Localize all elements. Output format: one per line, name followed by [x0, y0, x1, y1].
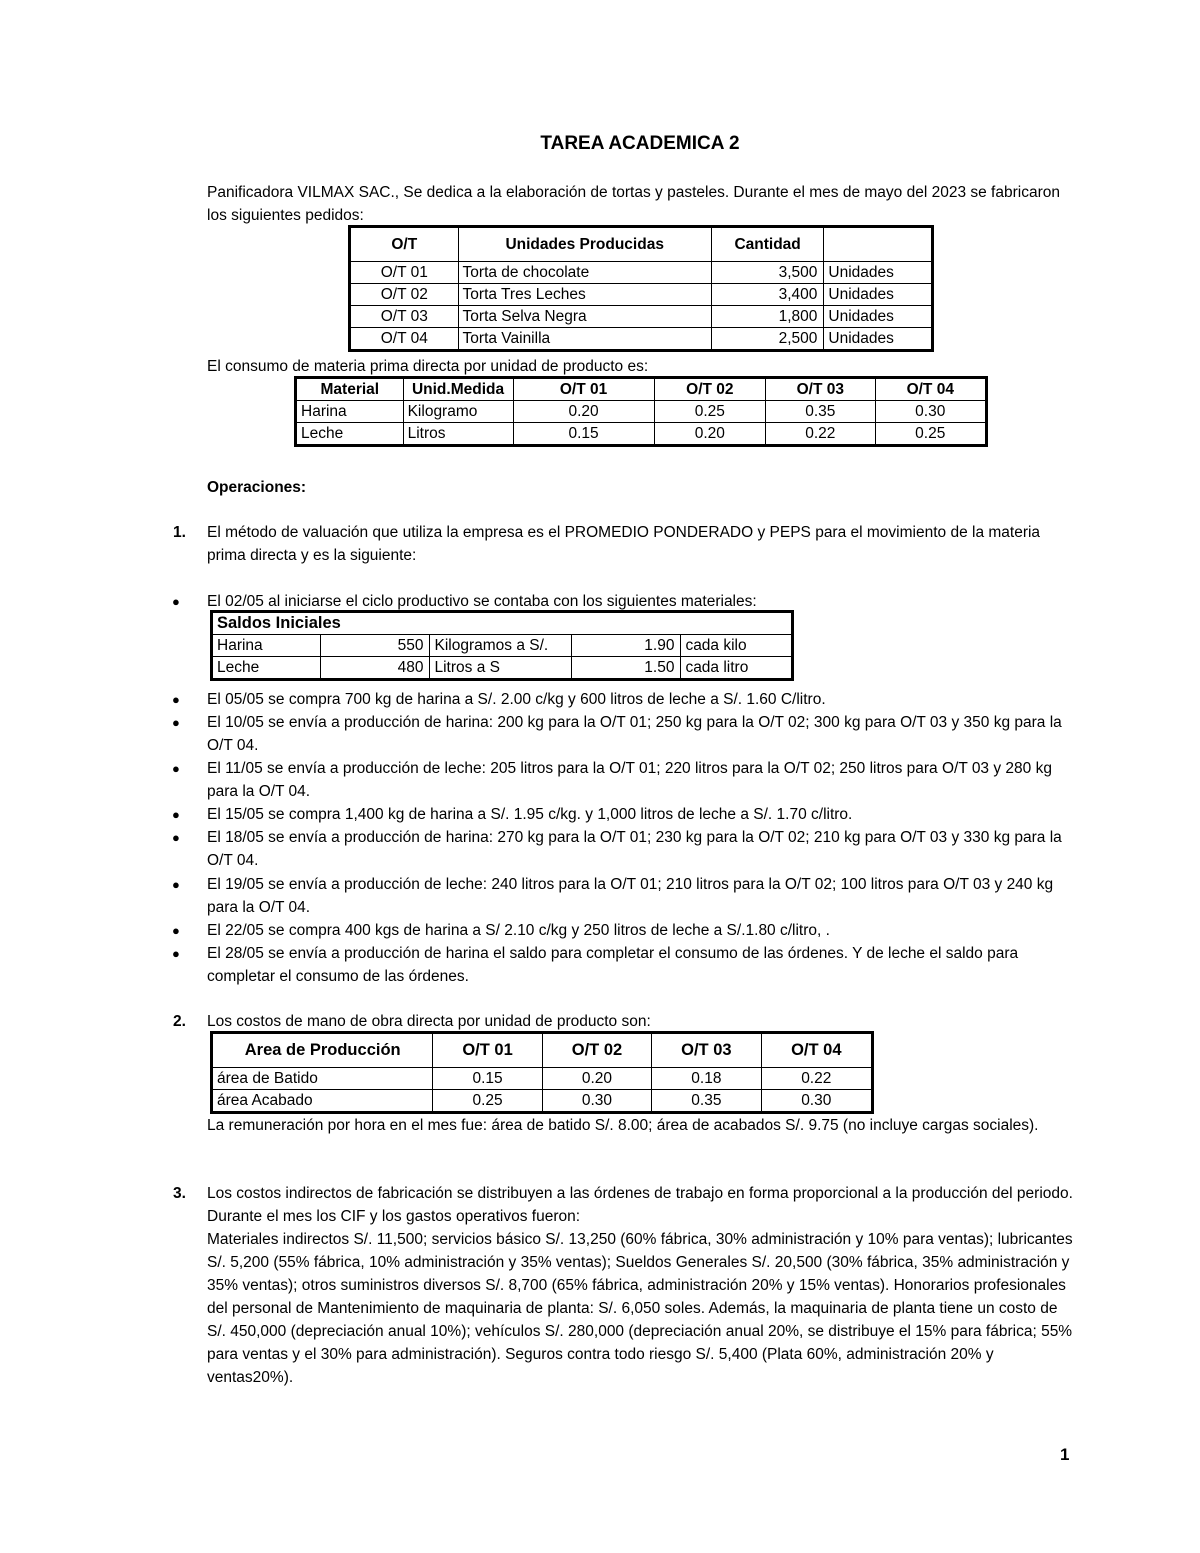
consumo-cell: Litros [403, 423, 513, 446]
table-row [350, 328, 933, 351]
saldos-cell: cada kilo [681, 635, 793, 657]
orders-cell: Unidades [824, 262, 933, 284]
bullet-item: El 22/05 se compra 400 kgs de harina a S/ 2.10 c/kg y 250 litros de leche a S/.1.80 c/litro, . [207, 922, 830, 939]
table-row [212, 1068, 873, 1090]
saldos-cell: cada litro [681, 657, 793, 680]
mano-header-area: Area de Producción [212, 1033, 433, 1068]
consumo-header-ot04: O/T 04 [875, 378, 986, 401]
orders-cell: 3,400 [711, 284, 824, 306]
consumo-cell: 0.20 [654, 423, 765, 446]
orders-header-cantidad: Cantidad [711, 227, 824, 262]
orders-header-ot: O/T [350, 227, 459, 262]
mano-header-ot04: O/T 04 [761, 1033, 872, 1068]
operaciones-heading: Operaciones: [207, 479, 307, 496]
saldos-title: Saldos Iniciales [212, 612, 793, 635]
orders-header-unidades: Unidades Producidas [458, 227, 711, 262]
consumo-cell: Leche [296, 423, 404, 446]
orders-cell: 2,500 [711, 328, 824, 351]
saldos-cell: Kilogramos a S/. [430, 635, 572, 657]
mano-cell: 0.20 [542, 1068, 651, 1090]
bullet-icon: ● [172, 761, 180, 776]
bullet-item: El 18/05 se envía a producción de harina: 270 kg para la O/T 01; 230 kg para la O/T 02; 210 kg para O/T 03 y 330 kg para la O/T 04. [207, 829, 1062, 869]
orders-cell: Torta Vainilla [458, 328, 711, 351]
saldos-cell: 550 [321, 635, 430, 657]
consumo-header-row [296, 378, 987, 401]
remuneracion-text: La remuneración por hora en el mes fue: área de batido S/. 8.00; área de acabados S/. 9.75 (no incluye cargas sociales). [207, 1117, 1039, 1134]
consumo-header-unidad: Unid.Medida [403, 378, 513, 401]
consumo-cell: 0.35 [766, 401, 875, 423]
saldos-title-row [212, 612, 793, 635]
orders-cell: Torta Selva Negra [458, 306, 711, 328]
item-2-number: 2. [173, 1013, 186, 1030]
orders-cell: 1,800 [711, 306, 824, 328]
consumo-cell: 0.25 [875, 423, 986, 446]
saldos-table [210, 610, 794, 681]
saldos-cell: Litros a S [430, 657, 572, 680]
orders-cell: Torta Tres Leches [458, 284, 711, 306]
consumo-header-ot02: O/T 02 [654, 378, 765, 401]
bullet-item: El 11/05 se envía a producción de leche: 205 litros para la O/T 01; 220 litros para la O/T 02; 250 litros para O/T 03 y 280 kg para la O/T 04. [207, 760, 1052, 800]
bullet-item: El 28/05 se envía a producción de harina el saldo para completar el consumo de las órdenes. Y de leche el saldo para completar el consumo de las órdenes. [207, 945, 1019, 985]
table-row [296, 401, 987, 423]
orders-cell: Unidades [824, 306, 933, 328]
orders-cell: O/T 04 [350, 328, 459, 351]
saldos-cell: 480 [321, 657, 430, 680]
bullet-icon: ● [172, 877, 180, 892]
table-row [296, 423, 987, 446]
orders-cell: O/T 03 [350, 306, 459, 328]
bullet-icon: ● [172, 692, 180, 707]
saldos-cell: Leche [212, 657, 321, 680]
table-row [350, 306, 933, 328]
mano-header-row [212, 1033, 873, 1068]
table-row [350, 284, 933, 306]
orders-cell: Torta de chocolate [458, 262, 711, 284]
consumo-header-material: Material [296, 378, 404, 401]
bullet-icon: ● [172, 923, 180, 938]
bullet-icon: ● [172, 807, 180, 822]
orders-cell: O/T 01 [350, 262, 459, 284]
mano-cell: área de Batido [212, 1068, 433, 1090]
consumo-cell: Kilogramo [403, 401, 513, 423]
consumo-header-ot03: O/T 03 [766, 378, 875, 401]
mano-header-ot01: O/T 01 [433, 1033, 542, 1068]
mano-obra-table [210, 1031, 874, 1114]
mano-cell: 0.30 [542, 1090, 651, 1113]
bullet-icon: ● [172, 594, 180, 609]
table-row [350, 262, 933, 284]
bullet-icon: ● [172, 715, 180, 730]
mano-cell: 0.35 [652, 1090, 761, 1113]
orders-table [348, 225, 934, 352]
table-row [212, 1090, 873, 1113]
consumo-cell: Harina [296, 401, 404, 423]
mano-cell: 0.30 [761, 1090, 872, 1113]
bullet-item: El 05/05 se compra 700 kg de harina a S/. 2.00 c/kg y 600 litros de leche a S/. 1.60 C/litro. [207, 691, 826, 708]
mano-header-ot03: O/T 03 [652, 1033, 761, 1068]
saldos-cell: Harina [212, 635, 321, 657]
consumo-table [294, 376, 988, 447]
item-1-text: El método de valuación que utiliza la empresa es el PROMEDIO PONDERADO y PEPS para el movimiento de la materia prima directa y es la siguiente: [207, 524, 1041, 564]
consumo-header-ot01: O/T 01 [513, 378, 654, 401]
table-row [212, 657, 793, 680]
bullet-icon: ● [172, 946, 180, 961]
bullet-item: El 10/05 se envía a producción de harina: 200 kg para la O/T 01; 250 kg para la O/T 02; 300 kg para O/T 03 y 350 kg para la O/T 04. [207, 714, 1062, 754]
item-3-number: 3. [173, 1185, 186, 1202]
consumo-cell: 0.30 [875, 401, 986, 423]
item-1-number: 1. [173, 524, 186, 541]
orders-cell: 3,500 [711, 262, 824, 284]
mano-cell: 0.18 [652, 1068, 761, 1090]
mano-cell: 0.22 [761, 1068, 872, 1090]
item-3-text: Los costos indirectos de fabricación se distribuyen a las órdenes de trabajo en forma proporcional a la producción del periodo. Durante el mes los CIF y los gastos operativos fueron: [207, 1185, 1073, 1225]
item-2-text: Los costos de mano de obra directa por unidad de producto son: [207, 1013, 651, 1030]
consumo-cell: 0.15 [513, 423, 654, 446]
mano-cell: 0.15 [433, 1068, 542, 1090]
bullet-item: El 19/05 se envía a producción de leche: 240 litros para la O/T 01; 210 litros para la O/T 02; 100 litros para O/T 03 y 240 kg para la O/T 04. [207, 876, 1054, 916]
page-number: 1 [1060, 1445, 1070, 1464]
bullet-icon: ● [172, 830, 180, 845]
consumo-text: El consumo de materia prima directa por unidad de producto es: [207, 358, 649, 375]
mano-cell: 0.25 [433, 1090, 542, 1113]
consumo-cell: 0.20 [513, 401, 654, 423]
item-3-details: Materiales indirectos S/. 11,500; servicios básico S/. 13,250 (60% fábrica, 30% administración y 10% para ventas); lubricantes S/. 5,200 (55% fábrica, 10% administración y 35% ventas); Sueldos Generales S/. 20,500 (30% fábrica, 35% administración y 35% ventas); otros suministros diversos S/. 8,700 (65% fábrica, administración 20% y 15% ventas). Honorarios profesionales del personal de Mantenimiento de maquinaria de planta: S/. 6,050 soles. Además, la maquinaria de planta tiene un costo de S/. 450,000 (depreciación anual 10%); vehículos S/. 280,000 (depreciación anual 20%, se distribuye el 15% para fábrica; 55% para ventas y el 30% para administración). Seguros contra todo riesgo S/. 5,400 (Plata 60%, administración 20% y ventas20%). [207, 1231, 1073, 1386]
intro-paragraph: Panificadora VILMAX SAC., Se dedica a la elaboración de tortas y pasteles. Durante el mes de mayo del 2023 se fabricaron los siguientes pedidos: [207, 184, 1060, 224]
document-title: TAREA ACADEMICA 2 [540, 133, 740, 154]
table-row [212, 635, 793, 657]
consumo-cell: 0.25 [654, 401, 765, 423]
mano-cell: área Acabado [212, 1090, 433, 1113]
bullet-first-text: El 02/05 al iniciarse el ciclo productivo se contaba con los siguientes materiales: [207, 593, 757, 610]
orders-cell: Unidades [824, 284, 933, 306]
saldos-cell: 1.50 [572, 657, 681, 680]
bullet-item: El 15/05 se compra 1,400 kg de harina a S/. 1.95 c/kg. y 1,000 litros de leche a S/. 1.70 c/litro. [207, 806, 853, 823]
orders-header-blank [824, 227, 933, 262]
consumo-cell: 0.22 [766, 423, 875, 446]
orders-cell: O/T 02 [350, 284, 459, 306]
orders-header-row [350, 227, 933, 262]
orders-cell: Unidades [824, 328, 933, 351]
mano-header-ot02: O/T 02 [542, 1033, 651, 1068]
saldos-cell: 1.90 [572, 635, 681, 657]
